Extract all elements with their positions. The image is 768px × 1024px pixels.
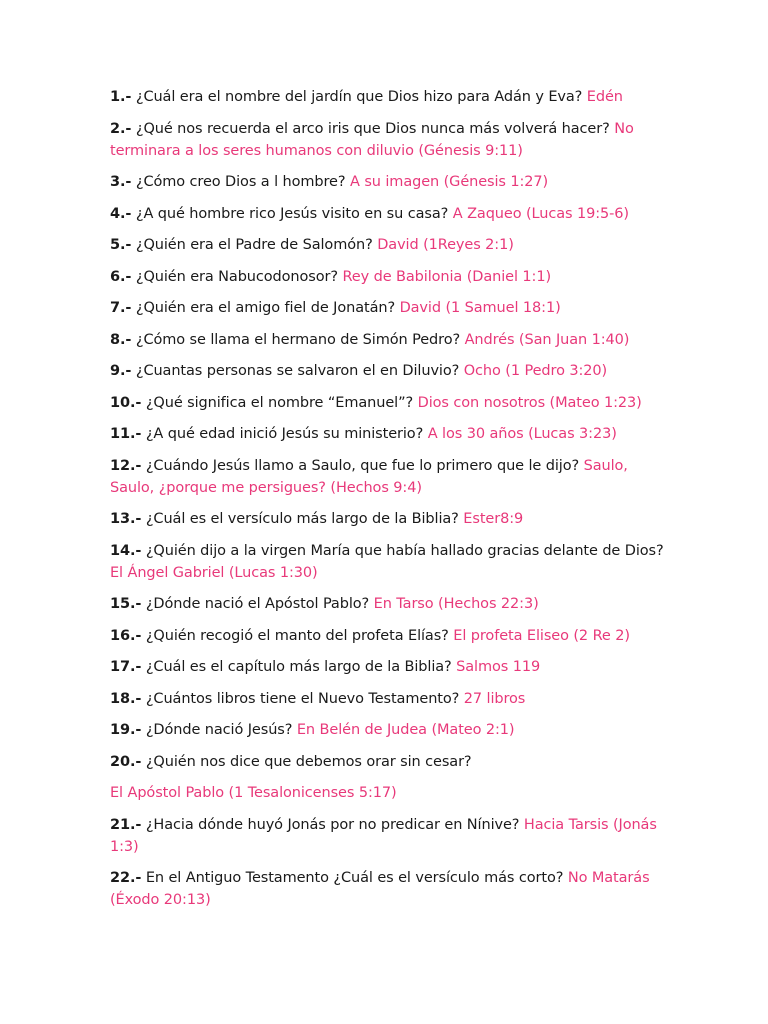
question-text: ¿Cómo creo Dios a l hombre? [135, 174, 346, 190]
question-text: ¿A qué hombre rico Jesús visito en su casa? [135, 205, 449, 222]
question-number: 8.- [110, 331, 132, 348]
question-item [110, 782, 670, 804]
question-number: 20.- [110, 753, 142, 770]
question-number: 13.- [110, 511, 142, 527]
answer-text: No terminara a los seres humanos con diluvio (Génesis 9:11) [110, 120, 634, 159]
question-item [110, 329, 670, 351]
answer-text: El profeta Eliseo (2 Re 2) [453, 627, 630, 644]
question-item [110, 814, 670, 858]
question-number: 16.- [110, 627, 142, 644]
question-number: 21.- [110, 816, 142, 833]
question-number: 7.- [110, 300, 132, 316]
question-text: En el Antiguo Testamento ¿Cuál es el versículo más corto? [145, 870, 564, 886]
question-text: ¿A qué edad inició Jesús su ministerio? [145, 426, 424, 442]
question-text: ¿Quién era el Padre de Salomón? [135, 237, 373, 253]
question-number: 11.- [110, 426, 142, 442]
question-number: 1.- [110, 89, 132, 105]
answer-text: 27 libros [463, 690, 526, 707]
question-text: ¿Quién era Nabucodonosor? [135, 268, 338, 285]
question-number: 3.- [110, 174, 132, 190]
question-text: ¿Cuántos libros tiene el Nuevo Testamento? [145, 690, 460, 707]
answer-text: El Apóstol Pablo (1 Tesalonicenses 5:17) [110, 785, 397, 801]
question-text: ¿Qué nos recuerda el arco iris que Dios nunca más volverá hacer? [135, 120, 610, 137]
answer-text: Hacia Tarsis (Jonás 1:3) [110, 816, 657, 855]
question-text: ¿Cuantas personas se salvaron el en Diluvio? [135, 363, 460, 379]
question-item [110, 118, 670, 162]
question-number: 5.- [110, 237, 132, 253]
question-number: 6.- [110, 268, 132, 285]
question-number: 2.- [110, 120, 132, 137]
question-list [110, 86, 670, 921]
answer-text: Salmos 119 [456, 659, 541, 675]
answer-text: David (1Reyes 2:1) [377, 237, 514, 253]
question-item [110, 203, 670, 225]
answer-text: No Matarás (Éxodo 20:13) [110, 870, 650, 908]
question-item [110, 171, 670, 193]
question-number: 14.- [110, 542, 142, 559]
question-text: ¿Quién era el amigo fiel de Jonatán? [135, 300, 396, 316]
question-text: ¿Cuándo Jesús llamo a Saulo, que fue lo primero que le dijo? [145, 457, 580, 474]
question-text: ¿Dónde nació el Apóstol Pablo? [145, 596, 370, 612]
question-number: 9.- [110, 363, 132, 379]
question-item [110, 625, 670, 647]
question-item [110, 751, 670, 773]
answer-text: En Belén de Judea (Mateo 2:1) [296, 722, 515, 738]
question-text: ¿Quién nos dice que debemos orar sin cesar? [145, 753, 472, 770]
answer-text: A su imagen (Génesis 1:27) [349, 174, 549, 190]
question-text: ¿Cómo se llama el hermano de Simón Pedro? [135, 331, 461, 348]
question-number: 12.- [110, 457, 142, 474]
question-text: ¿Cuál es el versículo más largo de la Biblia? [145, 511, 459, 527]
question-item [110, 593, 670, 615]
question-text: ¿Quién dijo a la virgen María que había hallado gracias delante de Dios? [145, 542, 664, 559]
question-number: 15.- [110, 596, 142, 612]
question-item [110, 86, 670, 108]
answer-text: Saulo, Saulo, ¿porque me persigues? (Hechos 9:4) [110, 457, 628, 496]
answer-text: Ester8:9 [463, 511, 524, 527]
answer-text: Dios con nosotros (Mateo 1:23) [417, 394, 642, 411]
question-number: 10.- [110, 394, 142, 411]
question-item [110, 360, 670, 382]
question-item [110, 508, 670, 530]
answer-text: En Tarso (Hechos 22:3) [373, 596, 539, 612]
answer-text: Ocho (1 Pedro 3:20) [463, 363, 608, 379]
answer-text: A Zaqueo (Lucas 19:5-6) [452, 205, 629, 222]
answer-text: Andrés (San Juan 1:40) [464, 331, 630, 348]
question-number: 17.- [110, 659, 142, 675]
question-item [110, 867, 670, 911]
answer-text: David (1 Samuel 18:1) [399, 300, 561, 316]
answer-text: A los 30 años (Lucas 3:23) [427, 426, 617, 442]
question-number: 22.- [110, 870, 142, 886]
question-item [110, 688, 670, 710]
question-item [110, 392, 670, 414]
question-item [110, 266, 670, 288]
question-number: 18.- [110, 690, 142, 707]
answer-text: Edén [586, 89, 623, 105]
answer-text: Rey de Babilonia (Daniel 1:1) [342, 268, 552, 285]
question-item [110, 423, 670, 445]
question-item [110, 455, 670, 499]
question-item [110, 719, 670, 741]
question-text: ¿Hacia dónde huyó Jonás por no predicar en Nínive? [145, 816, 520, 833]
question-text: ¿Dónde nació Jesús? [145, 722, 293, 738]
question-text: ¿Qué significa el nombre “Emanuel”? [145, 394, 414, 411]
question-item [110, 234, 670, 256]
question-item [110, 297, 670, 319]
question-number: 4.- [110, 205, 132, 222]
question-text: ¿Quién recogió el manto del profeta Elías? [145, 627, 449, 644]
answer-text: El Ángel Gabriel (Lucas 1:30) [110, 564, 318, 581]
question-text: ¿Cuál era el nombre del jardín que Dios hizo para Adán y Eva? [135, 89, 583, 105]
question-item [110, 656, 670, 678]
question-item [110, 540, 670, 584]
question-number: 19.- [110, 722, 142, 738]
question-text: ¿Cuál es el capítulo más largo de la Biblia? [145, 659, 452, 675]
